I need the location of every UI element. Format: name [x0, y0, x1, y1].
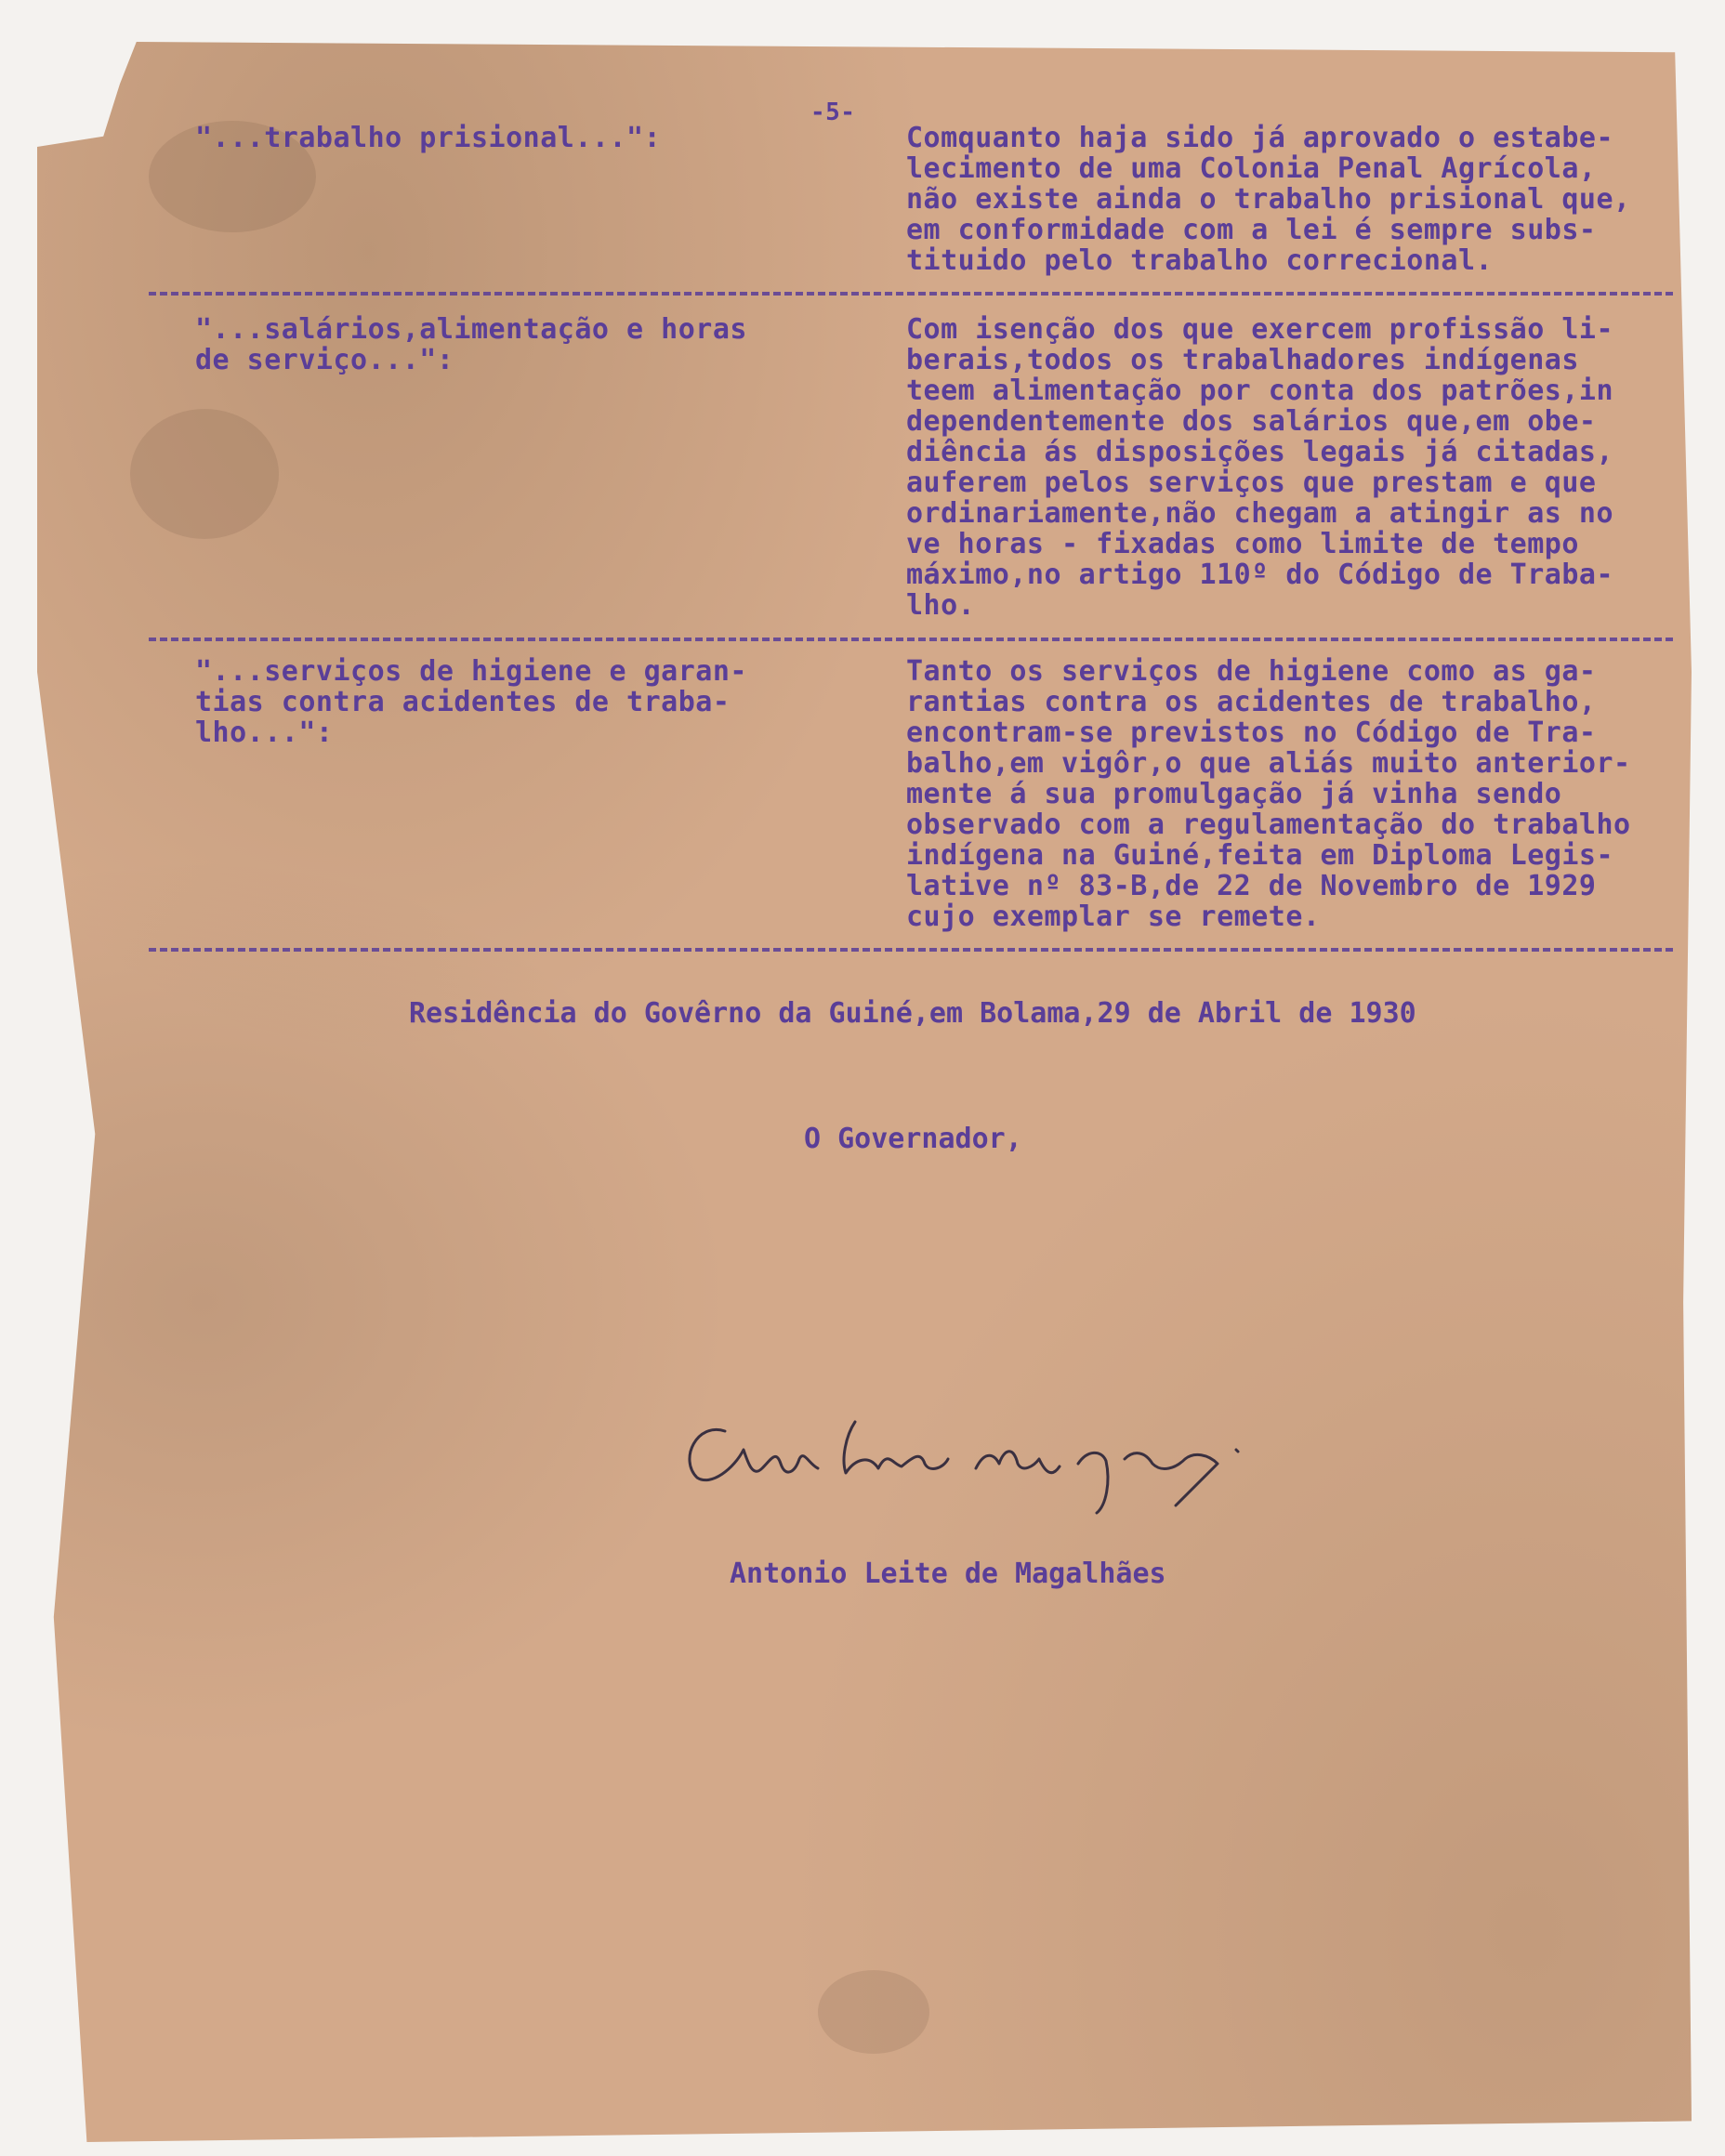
place-date-line: Residência do Govêrno da Guiné,em Bolama,29 de Abril de 1930 [409, 997, 1416, 1030]
row-1-body: Comquanto haja sido já aprovado o estabe- lecimento de uma Colonia Penal Agrícola, não existe ainda o trabalho prisional que, em conformidade com a lei é sempre subs- tituido pelo trabalho correcional. [906, 122, 1631, 277]
row-2-label: "...salários,alimentação e horas de serviço...": [195, 313, 747, 376]
row-3-body: Tanto os serviços de higiene como as ga- rantias contra os acidentes de trabalho, encontram-se previstos no Código de Tra- balho,em vigôr,o que aliás muito anterior- mente á sua promulgação já vinha sendo observado com a regulamentação do trabalho indígena na Guiné,feita em Diploma Legis- lative nº 83-B,de 22 de Novembro de 1929 cujo exemplar se remete. [906, 655, 1631, 933]
handwritten-signature [669, 1394, 1264, 1524]
row-1-label: "...trabalho prisional...": [195, 122, 662, 154]
row-3-label: "...serviços de higiene e garan- tias contra acidentes de traba- lho...": [195, 655, 747, 749]
row-divider [149, 292, 1673, 296]
stain [130, 409, 279, 539]
signatory-name: Antonio Leite de Magalhães [730, 1558, 1166, 1590]
row-divider [149, 948, 1673, 952]
stain [818, 1970, 929, 2054]
row-divider [149, 638, 1673, 641]
signatory-title: O Governador, [804, 1123, 1022, 1155]
row-2-body: Com isenção dos que exercem profissão li- berais,todos os trabalhadores indígenas teem alimentação por conta dos patrões,in dependentemente dos salários que,em obe- diência ás disposições legais já citadas, auferem pelos serviços que prestam e que ordinariamente,não chegam a atingir as no ve horas - fixadas como limite de tempo máximo,no artigo 110º do Código de Traba- lho. [906, 313, 1614, 622]
page-number: -5- [810, 99, 856, 126]
